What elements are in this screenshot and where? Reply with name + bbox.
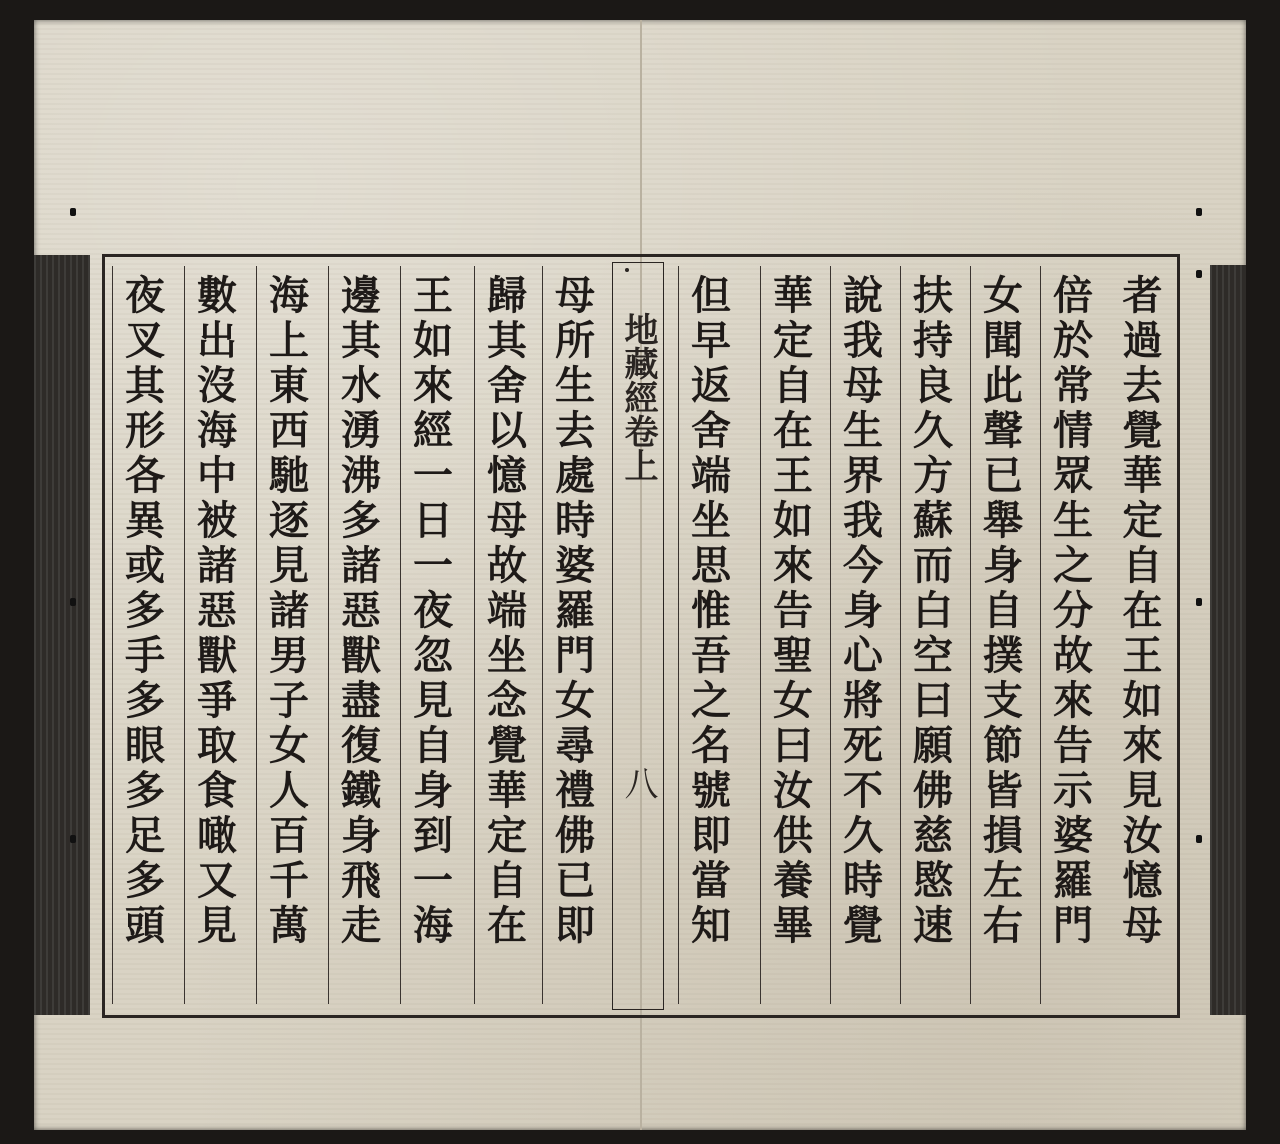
binding-hole — [1196, 598, 1202, 606]
binding-hole — [1196, 270, 1202, 278]
text-column: 數出沒海中被諸惡獸爭取食噉又見 — [184, 266, 242, 1004]
text-column: 女聞此聲已舉身自撲支節皆損左右 — [970, 266, 1028, 1004]
text-column: 夜叉其形各異或多手多眼多足多頭 — [112, 266, 170, 1004]
text-column: 但早返舍端坐思惟吾之名號即當知 — [678, 266, 736, 1004]
text-column: 華定自在王如來告聖女曰汝供養畢 — [760, 266, 818, 1004]
binding-hole — [1196, 208, 1202, 216]
text-column: 海上東西馳逐見諸男子女人百千萬 — [256, 266, 314, 1004]
text-column: 母所生去處時婆羅門女尋禮佛已即 — [542, 266, 600, 1004]
center-margin-column — [612, 266, 664, 1004]
binding-hole — [70, 598, 76, 606]
book-title: 地藏經卷上 — [618, 312, 658, 482]
binding-hole — [1196, 835, 1202, 843]
text-column: 說我母生界我今身心將死不久時覺 — [830, 266, 888, 1004]
left-ink-rubbing — [34, 255, 90, 1015]
text-column: 歸其舍以憶母故端坐念覺華定自在 — [474, 266, 532, 1004]
text-column: 王如來經一日一夜忽見自身到一海 — [400, 266, 458, 1004]
text-column: 者過去覺華定自在王如來見汝憶母 — [1116, 274, 1163, 949]
binding-hole — [70, 208, 76, 216]
text-column: 倍於常情眾生之分故來告示婆羅門 — [1040, 266, 1098, 1004]
binding-hole — [70, 835, 76, 843]
right-ink-rubbing — [1210, 265, 1246, 1015]
text-column: 邊其水湧沸多諸惡獸盡復鐵身飛走 — [328, 266, 386, 1004]
page-number: 八 — [618, 766, 658, 800]
text-column: 扶持良久方蘇而白空曰願佛慈愍速 — [900, 266, 958, 1004]
